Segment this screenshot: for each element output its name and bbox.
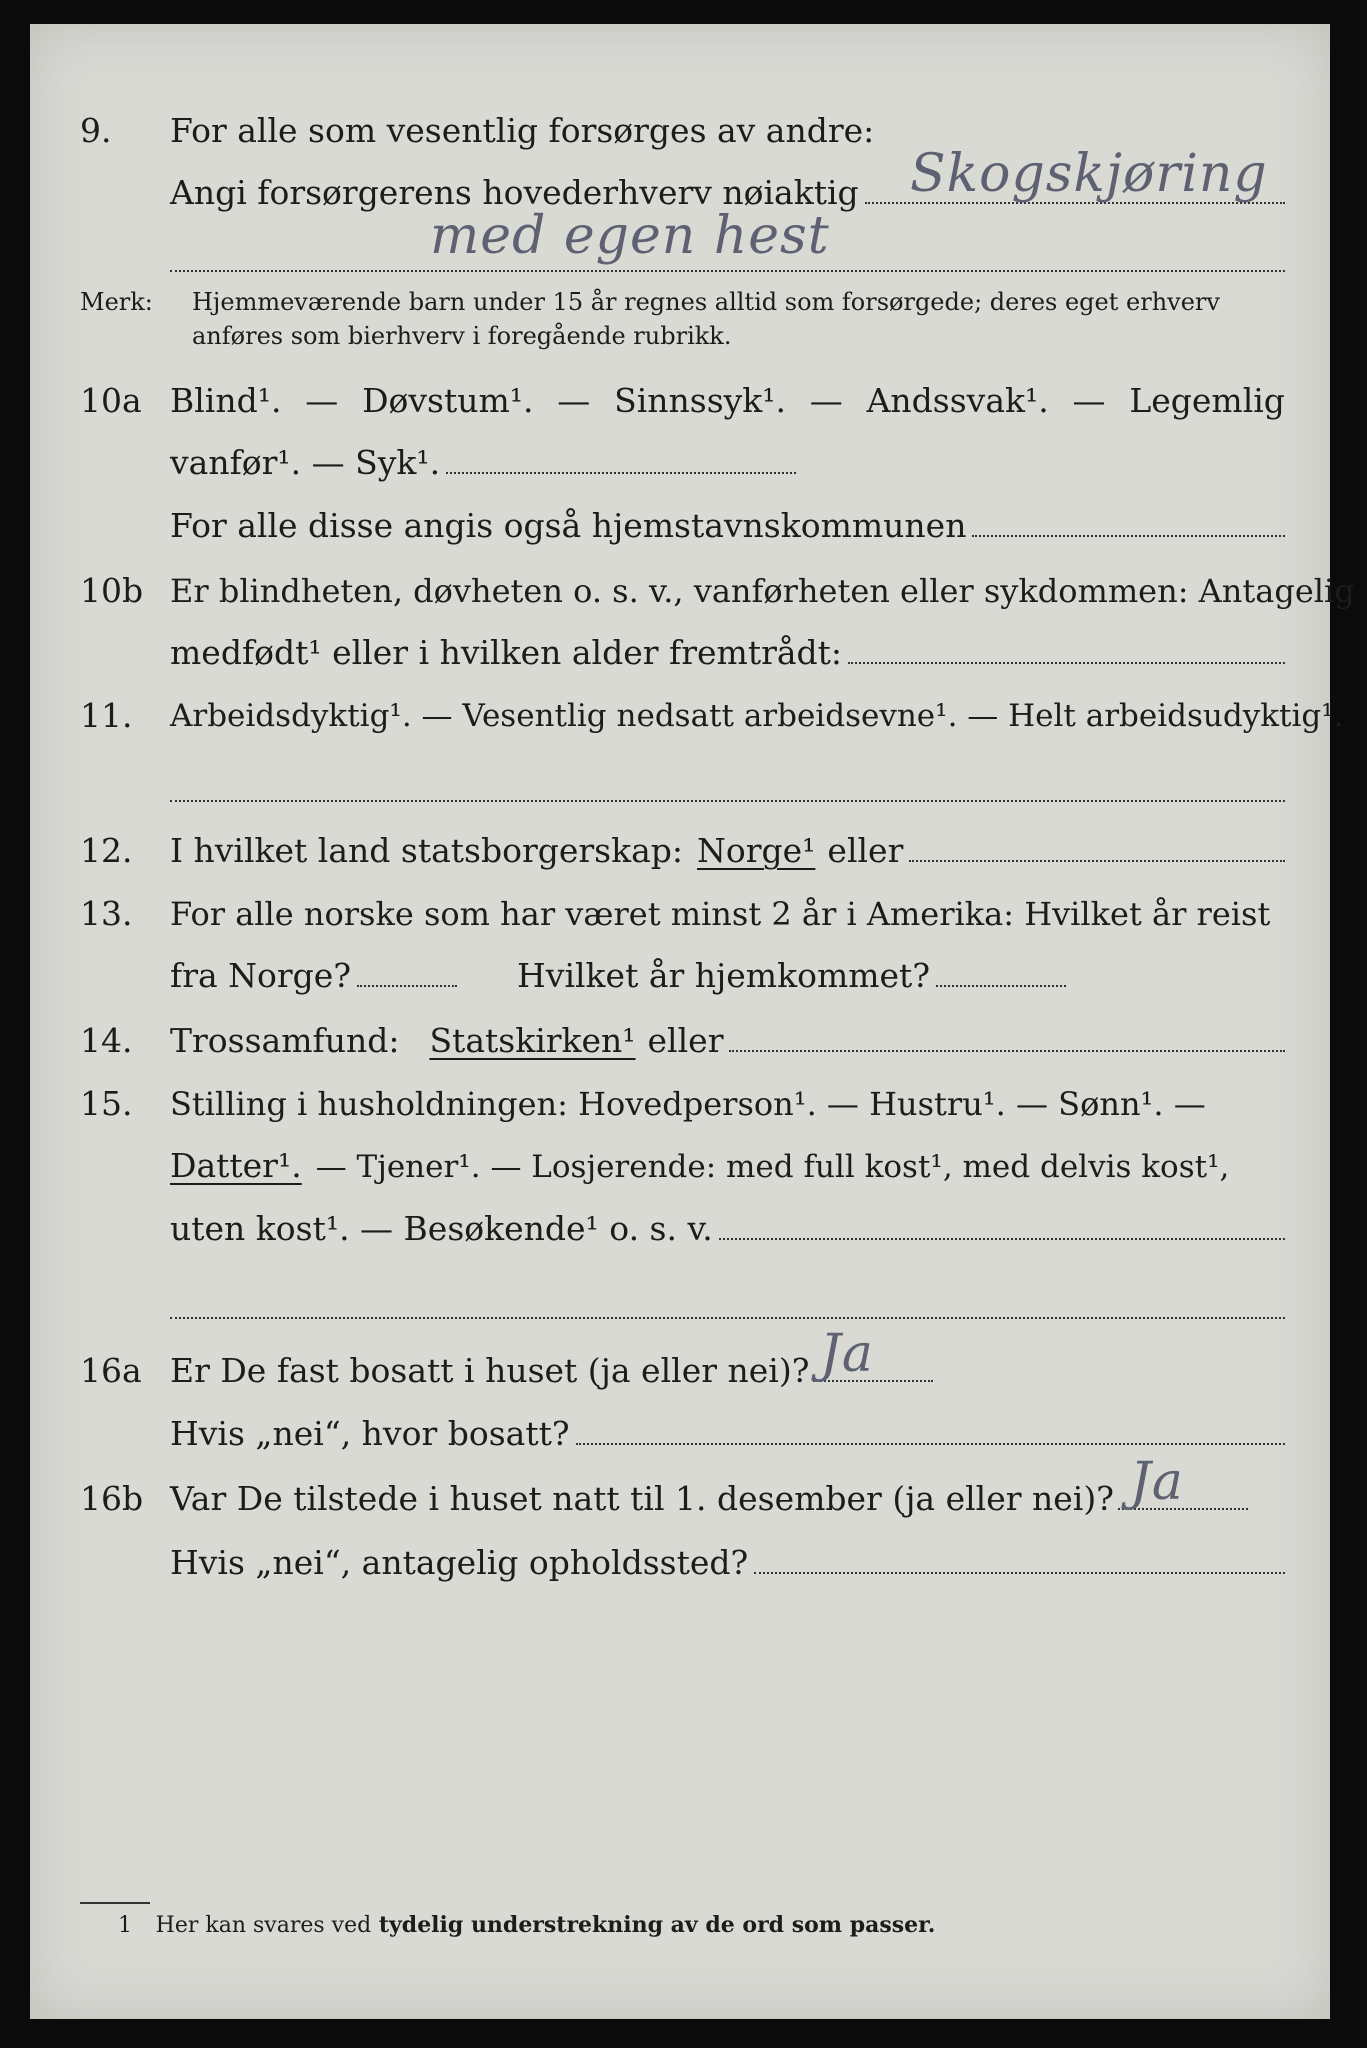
q9-line1: For alle som vesentlig forsørges av andre: [170,111,875,150]
q9-handwritten-answer-2: med egen hest [430,206,830,266]
footnote-number: 1 [118,1913,132,1938]
merk-line2: anføres som bierhverv i foregående rubrikk. [192,322,732,350]
q11-number: 11. [80,696,133,735]
q10a-andssvak: Andssvak¹. [866,381,1049,420]
q16b-handwritten-answer: Ja [1130,1452,1184,1512]
q10a-line2: vanfør¹. — Syk¹. [170,443,441,482]
q10a-legemlig: Legemlig [1129,381,1285,420]
merk-label: Merk: [80,288,153,316]
census-form-page [30,24,1355,2019]
q10a-syk-line[interactable] [446,471,796,474]
q10a-row-3 [30,499,1330,553]
q14-suffix: eller [647,1021,724,1060]
q13-hjemkommet-line[interactable] [936,984,1066,987]
q16a-row-1 [30,1344,1330,1398]
q16b-line2: Hvis „nei“, antagelig opholdssted? [170,1543,749,1582]
q13-line2b: Hvilket år hjemkommet? [517,956,931,995]
q16a-bosatt-line[interactable] [576,1442,1285,1445]
q15-row-2 [30,1139,1330,1193]
q16a-handwritten-answer: Ja [820,1324,874,1384]
q16b-number: 16b [80,1479,144,1518]
footnote-plain: Her kan svares ved [155,1913,372,1938]
q14-number: 14. [80,1021,133,1060]
q14-prefix: Trossamfund: [170,1021,400,1060]
q15-line3: uten kost¹. — Besøkende¹ o. s. v. [170,1209,713,1248]
q9-answer-line-2[interactable] [170,269,1285,272]
q14-answer-line[interactable] [729,1049,1285,1052]
footnote-rule [80,1902,150,1904]
q15-number: 15. [80,1084,133,1123]
q10b-number: 10b [80,571,144,610]
q12-number: 12. [80,831,133,870]
q15-datter-underlined: Datter¹. [170,1146,302,1185]
q9-line2: Angi forsørgerens hovederhverv nøiaktig [170,173,859,212]
q10a-line3: For alle disse angis også hjemstavnskommunen [170,506,967,545]
q14-statskirken-underlined: Statskirken¹ [429,1021,636,1060]
merk-line1: Hjemmeværende barn under 15 år regnes alltid som forsørgede; deres eget erhverv [192,288,1220,316]
q10a-blind: Blind¹. [170,381,282,420]
q10b-line2: medfødt¹ eller i hvilken alder fremtrådt: [170,633,843,672]
q13-line2a: fra Norge? [170,956,352,995]
q13-row-2 [30,949,1330,1003]
q11-row-1 [30,689,1344,743]
q15-line1: Stilling i husholdningen: Hovedperson¹. — Hustru¹. — Sønn¹. — [170,1085,1206,1123]
q10b-answer-line[interactable] [848,661,1285,664]
q13-line1: For alle norske som har været minst 2 år i Amerika: Hvilket år reist [170,895,1271,933]
q15-line2rest: — Tjener¹. — Losjerende: med full kost¹, med delvis kost¹, [315,1149,1230,1185]
q12-answer-line[interactable] [909,859,1285,862]
footnote-bold: tydelig understrekning av de ord som passer. [378,1912,936,1938]
q10b-row-2 [30,626,1330,680]
q13-reist-line[interactable] [357,984,457,987]
q16a-line2: Hvis „nei“, hvor bosatt? [170,1414,570,1453]
q10a-sinnssyk: Sinnssyk¹. [614,381,786,420]
q11-answer-line[interactable] [170,799,1285,802]
q12-row [30,824,1330,878]
footnote [118,1912,935,1938]
q16b-row-2 [30,1536,1330,1590]
q15-answer-line-2[interactable] [170,1316,1285,1319]
q12-norge-underlined: Norge¹ [697,831,816,870]
q10a-row-2 [30,436,1330,490]
q16a-number: 16a [80,1351,142,1390]
q10a-hjemstavn-line[interactable] [972,534,1285,537]
q12-suffix: eller [827,831,904,870]
q15-row-1 [30,1077,1330,1131]
q15-row-3 [30,1202,1330,1256]
q11-line1: Arbeidsdyktig¹. — Vesentlig nedsatt arbeidsevne¹. — Helt arbeidsudyktig¹. [170,698,1344,734]
q13-number: 13. [80,894,133,933]
q9-number: 9. [80,111,112,150]
q12-prefix: I hvilket land statsborgerskap: [170,831,684,870]
q14-row [30,1014,1330,1068]
q10b-line1: Er blindheten, døvheten o. s. v., vanførheten eller sykdommen: Antagelig [170,572,1355,610]
q16b-line1: Var De tilstede i huset natt til 1. desember (ja eller nei)? [170,1479,1114,1518]
q16a-line1: Er De fast bosatt i huset (ja eller nei)? [170,1351,810,1390]
q13-row-1 [30,887,1330,941]
q15-answer-line[interactable] [719,1237,1285,1240]
q10b-row-1 [30,564,1355,618]
q10a-dovstum: Døvstum¹. [362,381,534,420]
q10a-number: 10a [80,381,142,420]
q16b-opholdssted-line[interactable] [754,1571,1285,1574]
q10a-row-1: 10a Blind¹. — Døvstum¹. — Sinnssyk¹. — Andssvak¹. — Legemlig [30,374,1330,428]
q9-handwritten-answer-1: Skogskjøring [910,144,1268,204]
